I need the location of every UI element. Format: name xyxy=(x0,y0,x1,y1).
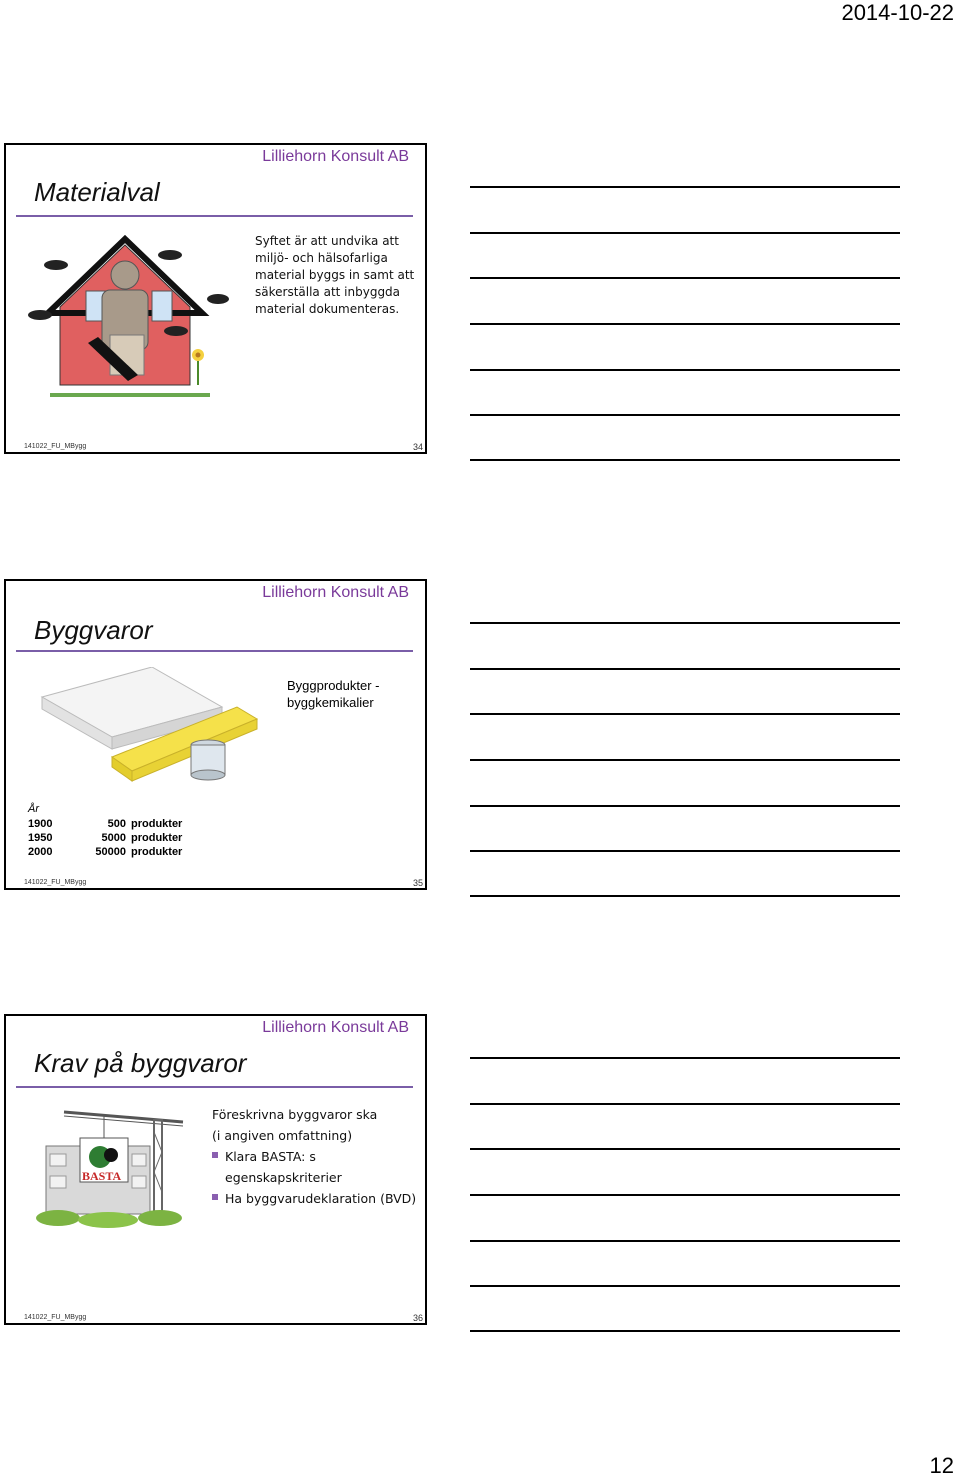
title-rule xyxy=(16,215,413,217)
note-line xyxy=(470,1240,900,1242)
basta-logo-text: BASTA xyxy=(82,1169,122,1183)
unit-cell: produkter xyxy=(131,832,183,844)
note-line xyxy=(470,369,900,371)
requirement-list xyxy=(212,1146,425,1209)
count-cell: 500 xyxy=(107,818,126,830)
body-line: säkerställa att inbyggda xyxy=(255,285,401,299)
list-item: Ha byggvarudeklaration (BVD) xyxy=(212,1188,425,1209)
slide-footer-code: 141022_FU_MBygg xyxy=(24,443,87,450)
slide-krav-pa-byggvaror xyxy=(4,1014,427,1325)
year-cell: 2000 xyxy=(28,846,53,858)
slide-byggvaror xyxy=(4,579,427,890)
slide-body xyxy=(212,1104,425,1209)
slide-body xyxy=(255,233,414,318)
note-line xyxy=(470,186,900,188)
body-line: Föreskrivna byggvaror ska xyxy=(212,1107,378,1122)
note-line xyxy=(470,805,900,807)
list-item: Klara BASTA: s egenskapskriterier xyxy=(212,1146,425,1188)
note-line xyxy=(470,277,900,279)
body-line: Syftet är att undvika att xyxy=(255,234,399,248)
note-line xyxy=(470,459,900,461)
title-rule xyxy=(16,1086,413,1088)
note-line xyxy=(470,232,900,234)
note-line xyxy=(470,1148,900,1150)
count-cell: 5000 xyxy=(101,832,126,844)
slide-title: Krav på byggvaror xyxy=(34,1048,247,1078)
title-rule xyxy=(16,650,413,652)
note-line xyxy=(470,1103,900,1105)
unit-cell: produkter xyxy=(131,846,183,858)
slide-number: 35 xyxy=(412,878,423,888)
print-date: 2014-10-22 xyxy=(841,0,954,25)
table-row xyxy=(28,846,182,860)
note-line xyxy=(470,1057,900,1059)
building-materials-illustration xyxy=(32,667,262,787)
count-cell: 50000 xyxy=(95,846,126,858)
body-line: material byggs in samt att xyxy=(255,268,415,282)
note-line xyxy=(470,414,900,416)
body-line: Byggprodukter - xyxy=(287,678,380,693)
company-name: Lilliehorn Konsult AB xyxy=(262,1019,409,1036)
note-line xyxy=(470,850,900,852)
note-line xyxy=(470,759,900,761)
note-line xyxy=(470,1285,900,1287)
year-cell: 1900 xyxy=(28,818,53,830)
body-line: material dokumenteras. xyxy=(255,302,400,316)
house-illustration xyxy=(20,235,230,415)
slide-title: Byggvaror xyxy=(34,615,153,645)
note-line xyxy=(470,1330,900,1332)
slide-number: 36 xyxy=(412,1313,423,1323)
year-product-table xyxy=(28,803,182,860)
company-name: Lilliehorn Konsult AB xyxy=(262,584,409,601)
slide-materialval xyxy=(4,143,427,454)
slide-title: Materialval xyxy=(34,177,160,207)
note-line xyxy=(470,713,900,715)
table-row xyxy=(28,832,182,846)
table-row xyxy=(28,818,182,832)
slide-number: 34 xyxy=(412,442,423,452)
body-line: miljö- och hälsofarliga xyxy=(255,251,388,265)
slide-body xyxy=(287,677,380,711)
page-number: 12 xyxy=(929,1453,954,1478)
note-line xyxy=(470,323,900,325)
table-header: År xyxy=(28,803,39,815)
slide-footer-code: 141022_FU_MBygg xyxy=(24,879,87,886)
body-line: (i angiven omfattning) xyxy=(212,1128,353,1143)
construction-crane-illustration xyxy=(28,1102,198,1230)
note-line xyxy=(470,895,900,897)
note-line xyxy=(470,1194,900,1196)
body-line: byggkemikalier xyxy=(287,695,374,710)
year-cell: 1950 xyxy=(28,832,53,844)
slide-footer-code: 141022_FU_MBygg xyxy=(24,1314,87,1321)
note-line xyxy=(470,622,900,624)
company-name: Lilliehorn Konsult AB xyxy=(262,148,409,165)
note-line xyxy=(470,668,900,670)
unit-cell: produkter xyxy=(131,818,183,830)
